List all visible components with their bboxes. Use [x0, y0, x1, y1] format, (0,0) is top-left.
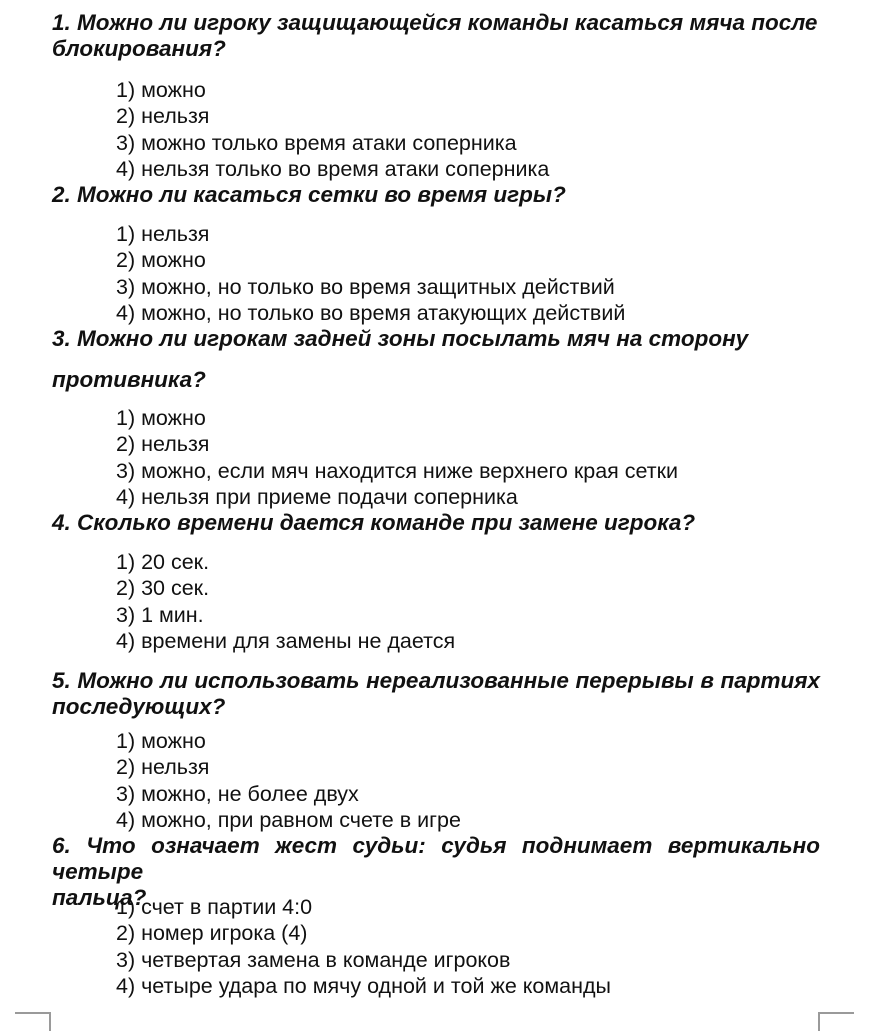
answer-option: 4) можно, но только во время атакующих действий	[116, 300, 626, 325]
answer-option: 1) можно	[116, 729, 206, 753]
question-1-options	[116, 77, 549, 182]
answer-option: 1) можно	[116, 406, 206, 430]
question-3-line-1: 3. Можно ли игрокам задней зоны посылать мяч на сторону	[52, 326, 749, 351]
answer-option: 4) нельзя только во время атаки соперника	[116, 156, 550, 181]
answer-option: 3) четвертая замена в команде игроков	[116, 947, 511, 972]
question-6-options	[116, 894, 611, 999]
question-2-options	[116, 221, 625, 326]
question-3	[52, 326, 820, 352]
question-3-options	[116, 405, 678, 510]
page-corner-mark-right	[818, 1012, 854, 1031]
page-corner-mark-left	[15, 1012, 51, 1031]
answer-option: 3) 1 мин.	[116, 602, 204, 627]
question-6-line-2: пальца?	[52, 885, 147, 910]
question-1-line-2: блокирования?	[52, 36, 226, 61]
answer-option: 2) нельзя	[116, 432, 210, 457]
answer-option: 4) можно, при равном счете в игре	[116, 807, 461, 832]
answer-option: 2) 30 сек.	[116, 576, 210, 601]
question-5-line-1: 5. Можно ли использовать нереализованные перерывы в партиях	[52, 668, 820, 693]
question-4-line-1: 4. Сколько времени дается команде при замене игрока?	[52, 510, 696, 535]
answer-option: 3) можно, но только во время защитных действий	[116, 274, 615, 299]
answer-option: 2) нельзя	[116, 755, 210, 780]
answer-option: 2) нельзя	[116, 104, 210, 129]
answer-option: 1) счет в партии 4:0	[116, 895, 313, 919]
answer-option: 2) можно	[116, 248, 206, 273]
question-6-line-1: 6. Что означает жест судьи: судья поднимает вертикально четыре	[52, 833, 820, 884]
answer-option: 1) 20 сек.	[116, 550, 210, 574]
question-1	[52, 10, 820, 62]
question-1-line-1: 1. Можно ли игроку защищающейся команды касаться мяча после	[52, 10, 818, 35]
answer-option: 1) можно	[116, 78, 206, 102]
question-5	[52, 668, 820, 720]
answer-option: 3) можно, не более двух	[116, 781, 359, 806]
question-4	[52, 510, 820, 536]
answer-option: 4) времени для замены не дается	[116, 628, 456, 653]
question-3-line-2: противника?	[52, 367, 206, 392]
question-5-line-2: последующих?	[52, 694, 226, 719]
question-2-line-1: 2. Можно ли касаться сетки во время игры?	[52, 182, 566, 207]
answer-option: 2) номер игрока (4)	[116, 921, 308, 946]
answer-option: 3) можно, если мяч находится ниже верхнего края сетки	[116, 458, 679, 483]
question-2	[52, 182, 820, 208]
answer-option: 4) нельзя при приеме подачи соперника	[116, 484, 518, 509]
question-4-options	[116, 549, 455, 654]
answer-option: 1) нельзя	[116, 222, 210, 246]
question-5-options	[116, 728, 461, 833]
answer-option: 3) можно только время атаки соперника	[116, 130, 517, 155]
answer-option: 4) четыре удара по мячу одной и той же команды	[116, 973, 611, 998]
question-3-continuation	[52, 367, 820, 393]
